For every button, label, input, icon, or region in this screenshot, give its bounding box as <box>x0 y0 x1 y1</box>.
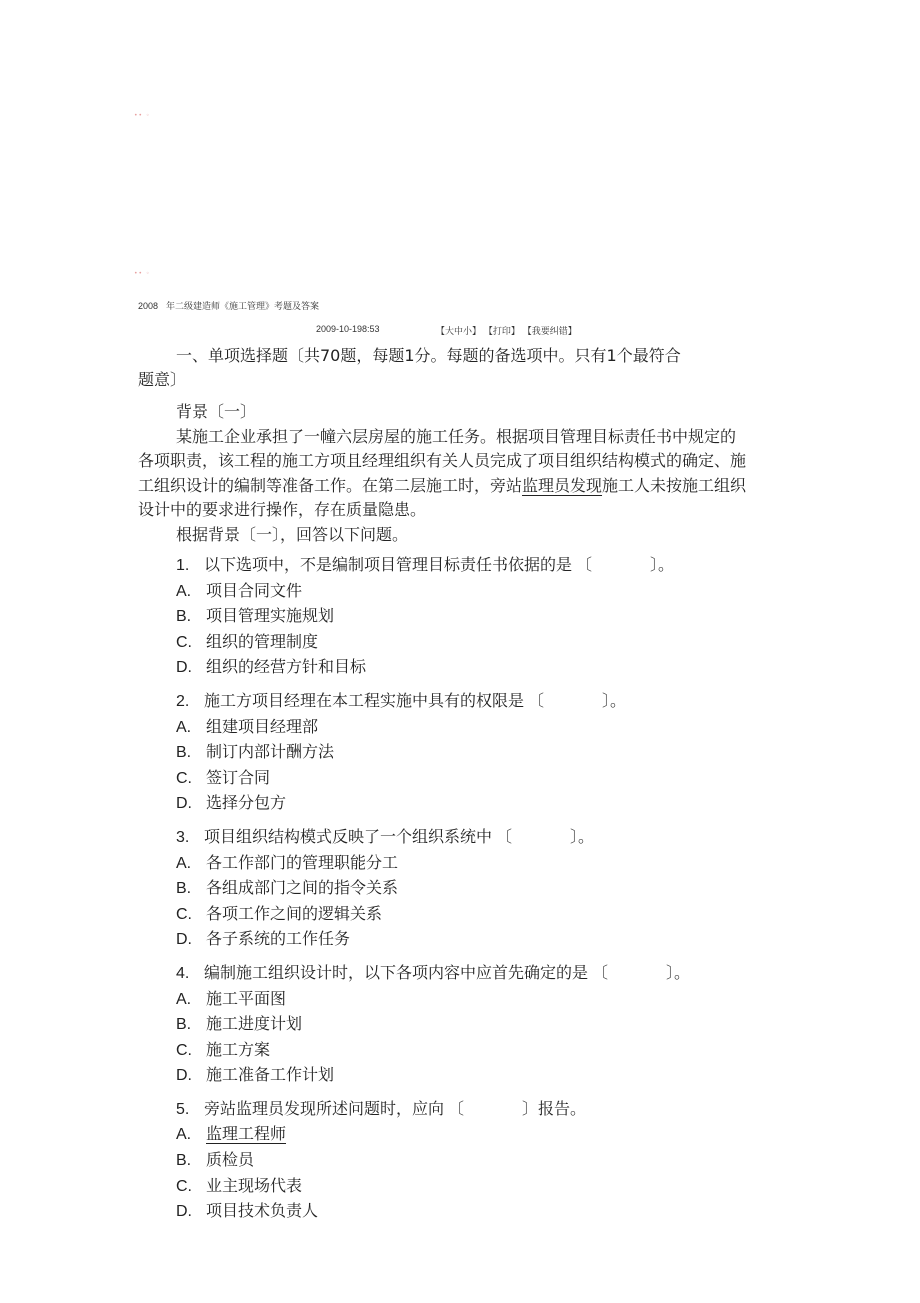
background-text-underlined: 监理员发现 <box>522 475 603 495</box>
option-text: 各组成部门之间的指令关系 <box>206 878 399 898</box>
option-text: 项目技术负责人 <box>206 1201 319 1221</box>
option-text: 施工平面图 <box>206 988 287 1008</box>
option-letter: B. <box>176 880 192 898</box>
option-d <box>176 927 756 953</box>
question-5 <box>176 1097 756 1225</box>
option-letter: B. <box>176 1152 192 1170</box>
option-c <box>176 1174 756 1200</box>
option-text: 组织的管理制度 <box>206 631 319 651</box>
option-letter: A. <box>176 854 192 872</box>
option-b <box>176 1148 756 1174</box>
background-title: 背景〔一〕 <box>176 402 257 421</box>
option-text: 组建项目经理部 <box>206 716 319 736</box>
section-heading-line2: 题意〕 <box>138 370 187 389</box>
option-text: 项目管理实施规划 <box>206 606 335 626</box>
blank-open: 〔 <box>496 826 513 846</box>
font-size-link[interactable]: 【大中小】 <box>436 327 482 337</box>
option-letter: B. <box>176 1016 192 1034</box>
section-heading <box>138 344 758 392</box>
option-text: 各子系统的工作任务 <box>206 929 351 949</box>
option-text: 质检员 <box>206 1150 255 1170</box>
question-stem <box>176 689 756 715</box>
section-heading-line1: 一、单项选择题〔共70题，每题1分。每题的备选项中。只有1个最符合 <box>176 346 681 365</box>
option-a <box>176 987 756 1013</box>
option-text: 施工方案 <box>206 1039 271 1059</box>
option-b <box>176 1012 756 1038</box>
option-c <box>176 1038 756 1064</box>
question-number: 5. <box>176 1100 190 1118</box>
option-text: 各工作部门的管理职能分工 <box>206 852 399 872</box>
background-text-1: 某施工企业承担了一幢六层房屋的施工任务。根据项目管理目标责任书中规定的各项职责，该工程的施工方项且经理组织有关人员完成了项目组织结构模式的确定、施工组织设计的编制等准备工作。在第二层施工时，旁站 <box>138 426 747 495</box>
question-text: 以下选项中，不是编制项目管理目标责任书依据的是 <box>204 555 573 574</box>
title-year: 2008 <box>138 301 159 311</box>
blank-close: 〕。 <box>666 962 691 982</box>
question-number: 3. <box>176 828 190 846</box>
option-text: 组织的经营方针和目标 <box>206 657 367 677</box>
publish-date: 2009-10-198:53 <box>316 324 380 334</box>
question-stem <box>176 961 756 987</box>
background-text-2: 施工人未按施工组织设计中的要求进行操作，存在质量隐患。 <box>138 475 747 519</box>
option-b <box>176 740 756 766</box>
option-d <box>176 1199 756 1225</box>
option-a <box>176 1122 756 1148</box>
option-letter: D. <box>176 931 192 949</box>
option-letter: C. <box>176 633 192 651</box>
option-b <box>176 604 756 630</box>
option-letter: D. <box>176 659 192 677</box>
option-text: 选择分包方 <box>206 793 287 813</box>
background-block <box>138 400 750 547</box>
option-letter: D. <box>176 1203 192 1221</box>
option-letter: A. <box>176 990 192 1008</box>
option-d <box>176 1063 756 1089</box>
option-letter: B. <box>176 608 192 626</box>
option-text: 签订合同 <box>206 767 271 787</box>
option-b <box>176 876 756 902</box>
option-a <box>176 851 756 877</box>
blank-open: 〔 <box>576 555 593 574</box>
option-letter: D. <box>176 1067 192 1085</box>
background-prompt: 根据背景〔一〕，回答以下问题。 <box>176 524 409 544</box>
scan-mark-top: •• ◦ <box>134 112 151 119</box>
option-letter: C. <box>176 1041 192 1059</box>
option-d <box>176 791 756 817</box>
scan-mark-bottom: •• ◦ <box>134 270 151 277</box>
option-a <box>176 715 756 741</box>
question-list <box>176 553 756 1233</box>
option-letter: C. <box>176 1177 192 1195</box>
option-a <box>176 579 756 605</box>
option-text: 业主现场代表 <box>206 1175 303 1195</box>
option-c <box>176 630 756 656</box>
option-letter: A. <box>176 718 192 736</box>
option-letter: A. <box>176 1126 192 1144</box>
blank-close: 〕。 <box>570 826 595 846</box>
question-text: 施工方项目经理在本工程实施中具有的权限是 <box>204 690 525 710</box>
option-text: 制订内部计酬方法 <box>206 742 335 762</box>
option-text: 监理工程师 <box>206 1124 287 1144</box>
option-letter: C. <box>176 905 192 923</box>
background-paragraph <box>138 425 750 523</box>
option-text: 施工准备工作计划 <box>206 1065 335 1085</box>
option-letter: A. <box>176 582 192 600</box>
report-error-link[interactable]: 【我要纠错】 <box>522 327 577 337</box>
title-text: 年二级建造师《施工管理》考题及答案 <box>166 302 320 312</box>
blank-close: 〕报告。 <box>522 1098 587 1118</box>
blank-open: 〔 <box>528 690 545 710</box>
document-title <box>138 299 319 312</box>
option-text: 施工进度计划 <box>206 1014 303 1034</box>
question-4 <box>176 961 756 1089</box>
blank-close: 〕。 <box>650 555 675 574</box>
question-stem <box>176 1097 756 1123</box>
question-text: 旁站监理员发现所述问题时，应向 <box>204 1098 445 1118</box>
question-number: 4. <box>176 964 190 982</box>
question-text: 编制施工组织设计时，以下各项内容中应首先确定的是 <box>204 962 589 982</box>
question-2 <box>176 689 756 817</box>
meta-row <box>316 324 577 337</box>
option-letter: B. <box>176 744 192 762</box>
option-d <box>176 655 756 681</box>
blank-close: 〕。 <box>602 690 627 710</box>
question-stem <box>176 825 756 851</box>
question-number: 1. <box>176 557 190 574</box>
blank-open: 〔 <box>448 1098 465 1118</box>
question-number: 2. <box>176 692 190 710</box>
option-letter: D. <box>176 795 192 813</box>
option-text: 项目合同文件 <box>206 580 303 600</box>
toolbar-links <box>436 324 577 337</box>
print-link[interactable]: 【打印】 <box>483 327 520 337</box>
question-stem <box>176 553 756 579</box>
option-letter: C. <box>176 769 192 787</box>
question-3 <box>176 825 756 953</box>
question-1 <box>176 553 756 681</box>
option-c <box>176 766 756 792</box>
option-c <box>176 902 756 928</box>
blank-open: 〔 <box>592 962 609 982</box>
option-text: 各项工作之间的逻辑关系 <box>206 903 383 923</box>
question-text: 项目组织结构模式反映了一个组织系统中 <box>204 826 493 846</box>
